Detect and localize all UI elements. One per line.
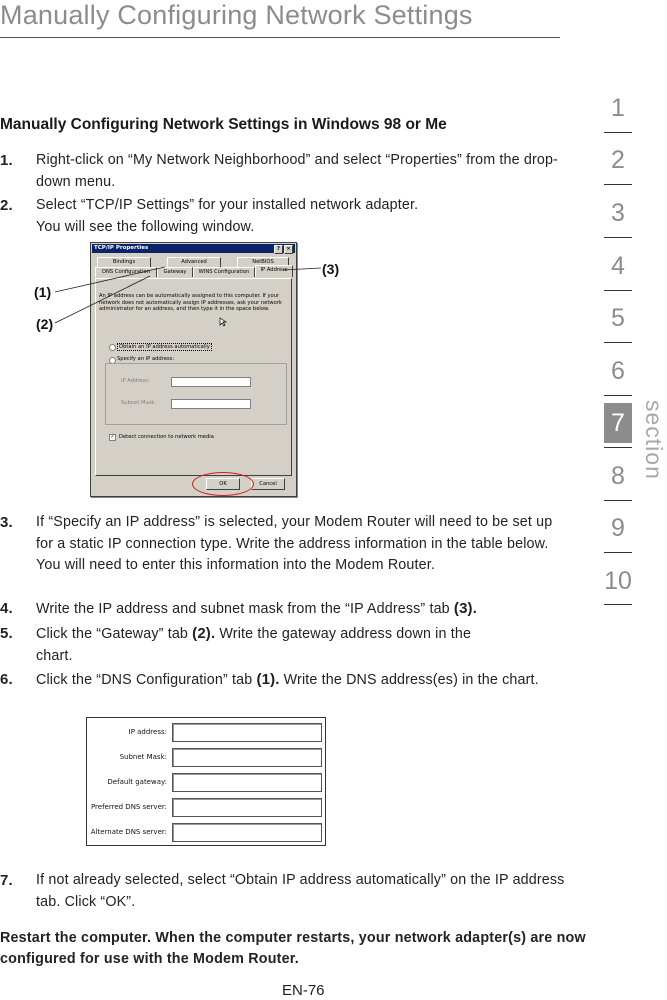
step-7 <box>0 870 580 913</box>
step-text: If not already selected, select “Obtain IP address automatically” on the IP address tab. Click “OK”. <box>36 872 565 910</box>
step-text <box>36 669 581 692</box>
step-number: 4. <box>0 600 13 617</box>
step-number: 6. <box>0 671 13 688</box>
step-4 <box>0 598 580 621</box>
tab-dns-configuration[interactable]: DNS Configuration <box>95 267 157 277</box>
subnet-mask-input[interactable] <box>172 748 322 767</box>
section-link-7-active[interactable]: 7 <box>604 403 632 443</box>
specify-ip-label: Specify an IP address: <box>117 356 175 362</box>
step-6-text: Click the “DNS Configuration” tab <box>36 672 253 688</box>
ref-2: (2). <box>192 625 216 642</box>
section-link-5[interactable]: 5 <box>611 304 625 332</box>
obtain-ip-label: Obtain an IP address automatically <box>119 344 210 350</box>
step-text: If “Specify an IP address” is selected, your Modem Router will need to be set up for a static IP connection type. Write the address information in the table below. You will need to enter this information into the Modem Router. <box>36 514 553 573</box>
subnet-mask-row-label: Subnet Mask: <box>119 753 167 761</box>
section-link-2[interactable]: 2 <box>611 146 625 174</box>
close-icon[interactable]: × <box>284 245 293 254</box>
preferred-dns-row-label: Preferred DNS server: <box>90 803 167 811</box>
ip-address-input[interactable] <box>172 723 322 742</box>
callout-1: (1) <box>34 284 52 300</box>
step-6-tail: Write the DNS address(es) in the chart. <box>279 672 539 688</box>
step-5-tail: Write the gateway address down in the chart. <box>36 626 472 664</box>
alternate-dns-row-label: Alternate DNS server: <box>90 828 167 836</box>
ref-1: (1). <box>256 671 280 688</box>
ref-3: (3). <box>453 600 478 617</box>
step-text-2: You will see the following window. <box>36 218 255 235</box>
step-number: 2. <box>0 197 13 214</box>
step-number: 1. <box>0 152 13 169</box>
section-heading: Manually Configuring Network Settings in Windows 98 or Me <box>0 116 447 133</box>
table-row <box>87 796 325 818</box>
page-title: Manually Configuring Network Settings <box>0 0 473 30</box>
detect-media-label: Detect connection to network media <box>119 434 214 440</box>
tab-gateway[interactable]: Gateway <box>157 267 193 277</box>
preferred-dns-input[interactable] <box>172 798 322 817</box>
dialog-description: An IP address can be automatically assigned to this computer. If your network does not automatically assign IP addresses, ask your network administrator for an address, and then type it in the space below. <box>99 293 282 312</box>
tab-ip-address[interactable]: IP Address <box>255 265 293 277</box>
callout-3: (3) <box>322 261 340 277</box>
step-6 <box>0 669 580 692</box>
step-number: 3. <box>0 514 13 531</box>
section-link-3[interactable]: 3 <box>611 199 625 227</box>
tab-wins-configuration[interactable]: WINS Configuration <box>193 267 255 277</box>
table-row <box>87 771 325 793</box>
detect-media-checkbox[interactable]: ✓ <box>110 434 115 440</box>
section-link-9[interactable]: 9 <box>611 514 625 542</box>
step-5 <box>0 623 580 667</box>
tab-bindings[interactable]: Bindings <box>97 257 151 267</box>
subnet-mask-label: Subnet Mask: <box>121 400 157 406</box>
default-gateway-row-label: Default gateway: <box>107 778 167 786</box>
tab-advanced[interactable]: Advanced <box>167 257 221 267</box>
callout-2: (2) <box>36 316 54 332</box>
ok-button[interactable]: OK <box>206 478 240 490</box>
table-row <box>87 746 325 768</box>
step-5-text: Click the “Gateway” tab <box>36 626 189 642</box>
step-number: 5. <box>0 625 13 642</box>
help-icon[interactable]: ? <box>274 245 283 254</box>
closing-note: Restart the computer. When the computer restarts, your network adapter(s) are now configured for use with the Modem Router. <box>0 930 586 967</box>
step-number: 7. <box>0 872 13 889</box>
step-text <box>36 598 580 621</box>
section-link-8[interactable]: 8 <box>611 462 625 490</box>
page-number: EN-76 <box>282 982 325 999</box>
table-row <box>87 721 325 743</box>
section-label: section <box>641 400 667 480</box>
step-3 <box>0 512 580 577</box>
step-4-text: Write the IP address and subnet mask from the “IP Address” tab <box>36 601 450 617</box>
section-link-6[interactable]: 6 <box>611 357 625 385</box>
dialog-title-text: TCP/IP Properties <box>94 245 149 251</box>
step-text <box>36 623 486 667</box>
section-link-1[interactable]: 1 <box>611 94 625 122</box>
table-row <box>87 821 325 843</box>
alternate-dns-input[interactable] <box>172 823 322 842</box>
default-gateway-input[interactable] <box>172 773 322 792</box>
step-text: Right-click on “My Network Neighborhood” and select “Properties” from the drop-down menu. <box>36 152 558 190</box>
cancel-button[interactable]: Cancel <box>251 478 285 490</box>
section-link-4[interactable]: 4 <box>611 252 625 280</box>
address-table <box>86 717 326 846</box>
ip-address-label: IP Address: <box>121 378 150 384</box>
step-text: Select “TCP/IP Settings” for your installed network adapter. <box>36 197 419 213</box>
ip-address-row-label: IP address: <box>128 728 167 736</box>
tab-netbios[interactable]: NetBIOS <box>237 257 289 267</box>
section-link-10[interactable]: 10 <box>604 567 632 595</box>
